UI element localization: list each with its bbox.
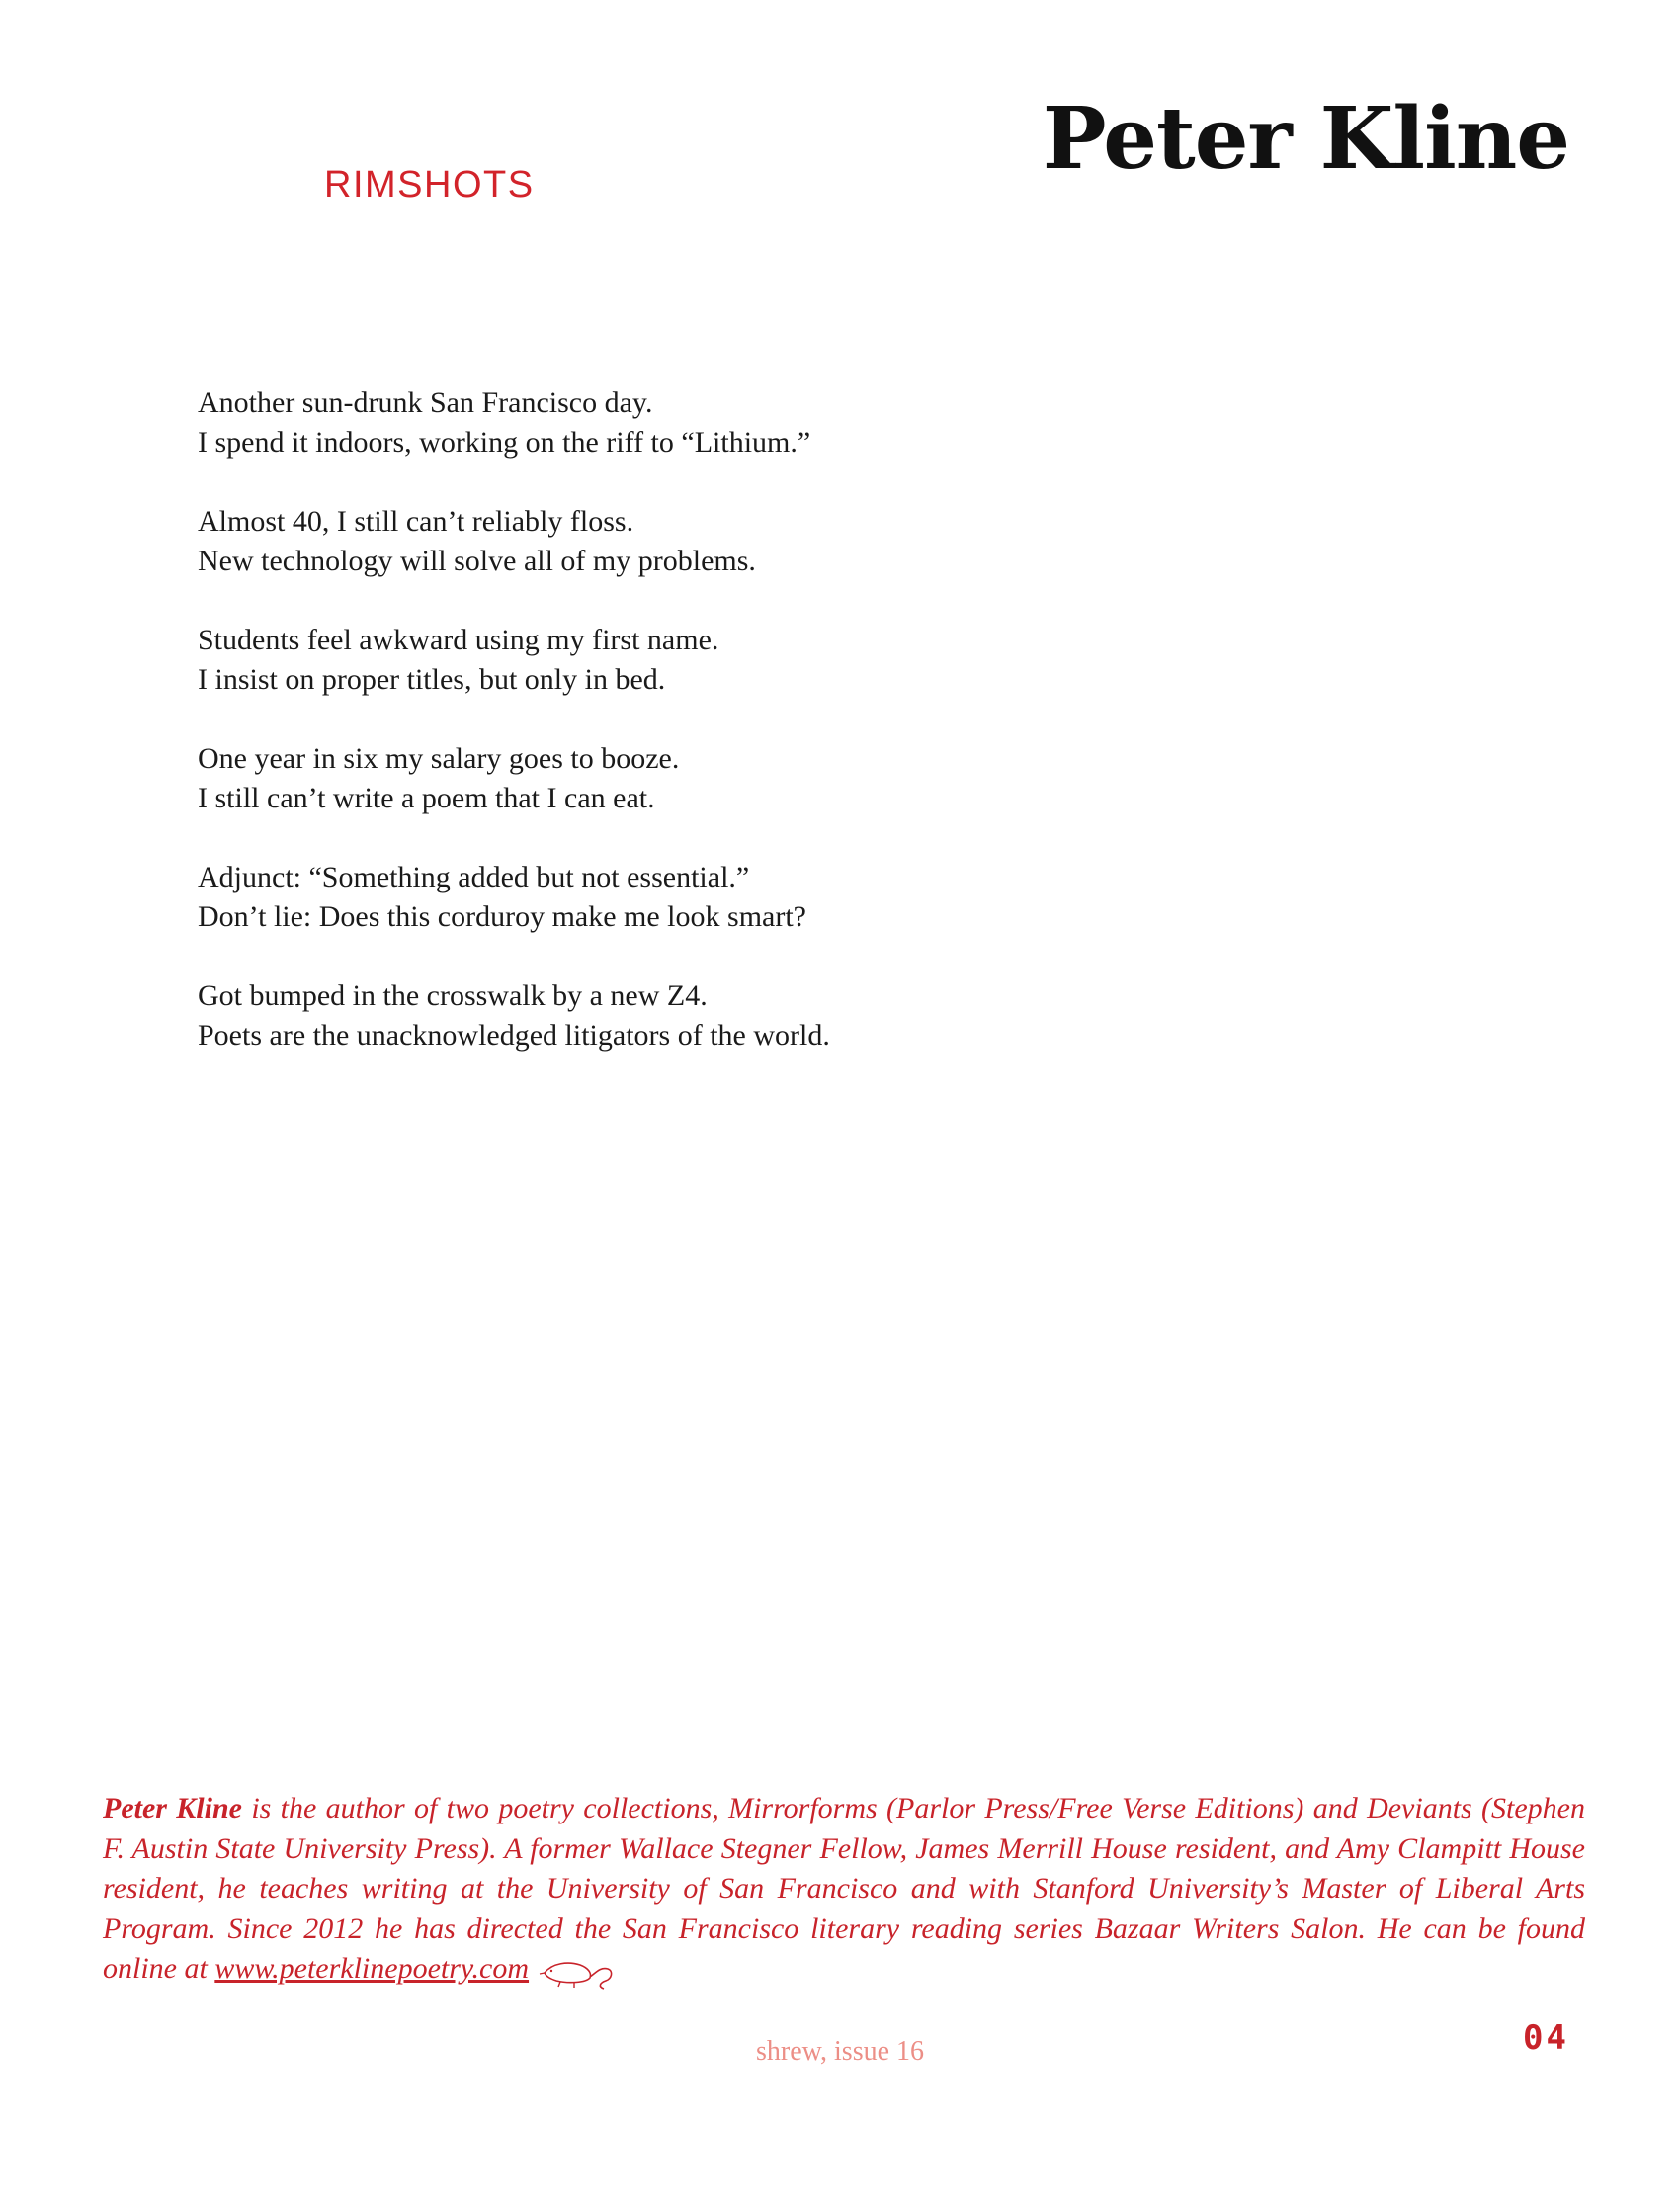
stanza bbox=[198, 976, 1285, 1056]
poem-line: Don’t lie: Does this corduroy make me look smart? bbox=[198, 900, 806, 933]
stanza bbox=[198, 739, 1285, 818]
poem-line: I still can’t write a poem that I can eat. bbox=[198, 782, 655, 814]
stanza bbox=[198, 858, 1285, 937]
poem-title: RIMSHOTS bbox=[324, 164, 535, 206]
poem-line: I insist on proper titles, but only in bed. bbox=[198, 663, 666, 696]
poem-line: One year in six my salary goes to booze. bbox=[198, 742, 680, 775]
poem-line: Adjunct: “Something added but not essential.” bbox=[198, 861, 750, 893]
poem-line: Almost 40, I still can’t reliably floss. bbox=[198, 505, 634, 538]
author-bio bbox=[103, 1789, 1585, 1991]
poem-line: Students feel awkward using my first name. bbox=[198, 624, 719, 656]
bio-author-name: Peter Kline bbox=[103, 1792, 242, 1824]
bio-text: is the author of two poetry collections, Mirrorforms (Parlor Press/Free Verse Editions) and Deviants (Stephen F. Austin State University Press). A former Wallace Stegner Fellow, James Merrill House resident, and Amy Clampitt House resident, he teaches writing at the University of San Francisco and with Stanford University’s Master of Liberal Arts Program. Since 2012 he has directed the San Francisco literary reading series Bazaar Writers Salon. He can be found online at bbox=[103, 1792, 1585, 1985]
stanza bbox=[198, 502, 1285, 581]
author-name: Peter Kline bbox=[1042, 89, 1569, 189]
page-number: 04 bbox=[1523, 2018, 1569, 2058]
poem-line: New technology will solve all of my problems. bbox=[198, 545, 756, 577]
poem-line: Another sun-drunk San Francisco day. bbox=[198, 386, 653, 419]
poem-line: I spend it indoors, working on the riff to “Lithium.” bbox=[198, 426, 811, 459]
stanza bbox=[198, 621, 1285, 700]
shrew-icon bbox=[539, 1951, 618, 1991]
issue-footer: shrew, issue 16 bbox=[755, 2036, 925, 2067]
poem-body bbox=[198, 383, 1285, 1095]
poem-line: Got bumped in the crosswalk by a new Z4. bbox=[198, 979, 708, 1012]
stanza bbox=[198, 383, 1285, 463]
author-website-link[interactable]: www.peterklinepoetry.com bbox=[214, 1952, 530, 1985]
poem-line: Poets are the unacknowledged litigators of the world. bbox=[198, 1019, 830, 1052]
